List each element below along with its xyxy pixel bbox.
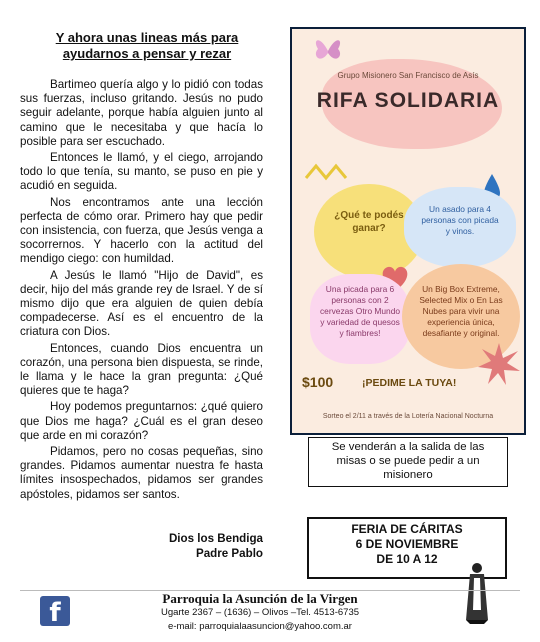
signer-name: Padre Pablo <box>195 547 263 560</box>
parish-name: Parroquia la Asunción de la Virgen <box>162 591 358 606</box>
page-heading <box>22 30 272 62</box>
prize-line: y fiambres! <box>339 328 381 338</box>
paragraph: Hoy podemos preguntarnos: ¿qué quiero que Dios me haga? ¿Cuál es el gran deseo que arde en mi corazón? <box>20 400 263 442</box>
sale-line: misas o se puede pedir a un <box>336 455 480 467</box>
prize3-text <box>406 284 516 339</box>
prize-line: Selected Mix o En Las <box>419 295 503 305</box>
paragraph: Entonces, cuando Dios encuentra un corazón, una persona bien dispuesta, se rinde, le llama y le hace la gran pregunta: ¿Qué quieres que te haga? <box>20 341 263 398</box>
ticket-price: $100 <box>302 374 334 390</box>
prize-line: personas con 2 <box>331 295 389 305</box>
prize-line: y variedad de quesos <box>320 317 400 327</box>
reflection-text <box>20 78 263 504</box>
prize-line: Nubes para vivir una <box>422 306 500 316</box>
butterfly-icon <box>310 33 346 69</box>
prize-line: experiencia única, <box>427 317 495 327</box>
star-burst-icon <box>476 341 522 387</box>
paragraph: Bartimeo quería algo y lo pidió con todas sus fuerzas, incluso gritando. Jesús no pudo seguir adelante, porque había alguien junto al camino que le necesitaba y que hacía lo posible para ser escuchado. <box>20 78 263 148</box>
prize-line: Un asado para 4 <box>429 204 491 214</box>
zigzag-icon <box>304 162 348 182</box>
sale-line: Se venderán a la salida de las <box>331 441 485 453</box>
prize-line: Una picada para 6 <box>325 284 395 294</box>
prize-line: personas con picada <box>421 215 499 225</box>
virgin-figure-icon <box>462 560 492 624</box>
sale-note <box>308 437 508 487</box>
paragraph: A Jesús le llamó "Hijo de David", es decir, hijo del más grande rey de Israel. Y de sí mismo dijo que era alguien de quien debía compadecerse. Así es el encuentro de la criatura con Dios. <box>20 268 263 339</box>
raffle-title: RIFA SOLIDARIA <box>316 89 500 112</box>
prize2-text <box>310 284 410 339</box>
draw-date: Sorteo el 2/11 a través de la Lotería Nacional Nocturna <box>322 413 494 420</box>
signature <box>120 531 263 561</box>
feria-title: FERIA DE CÁRITAS <box>351 522 463 536</box>
poster-group-name: Grupo Misionero San Francisco de Asís <box>337 71 479 80</box>
facebook-icon[interactable]: f <box>40 596 70 626</box>
heading-line-2: ayudarnos a pensar y rezar <box>62 46 232 61</box>
prize1-text <box>410 204 510 237</box>
prize-line: cervezas Otro Mundo <box>319 306 401 316</box>
feria-date: 6 DE NOVIEMBRE <box>355 537 459 551</box>
prize-line: y vinos. <box>445 226 475 236</box>
sale-line: misionero <box>383 469 433 481</box>
paragraph: Pidamos, pero no cosas pequeñas, sino grandes. Pidamos aumentar nuestra fe hasta límites insospechados, pidamos ser grandes apóstoles, pidamos ser santos. <box>20 445 263 501</box>
feria-time: DE 10 A 12 <box>376 552 438 566</box>
paragraph: Nos encontramos ante una lección perfecta de cómo orar. Primero hay que pedir con insistencia, con fuerza, que Jesús venga a socorrernos. Y hacerlo con la actitud del mendigo ciego: con humildad. <box>20 195 263 266</box>
question-line: ganar? <box>352 223 386 234</box>
paragraph: Entonces le llamó, y el ciego, arrojando todo lo que tenía, su manto, se puso en pie y acudió en seguida. <box>20 151 263 193</box>
blessing-line: Dios los Bendiga <box>168 532 263 545</box>
raffle-cta: ¡PEDIME LA TUYA! <box>362 377 457 389</box>
prize-line: desafiante y original. <box>422 328 500 338</box>
prize-line: Un Big Box Extreme, <box>422 284 500 294</box>
heading-line-1: Y ahora unas lineas más para <box>55 30 239 45</box>
parish-email[interactable]: e-mail: parroquialaasuncion@yahoo.com.ar <box>168 621 352 632</box>
raffle-poster <box>290 27 526 435</box>
parish-address: Ugarte 2367 – (1636) – Olivos –Tel. 4513-6735 <box>160 607 360 618</box>
question-line: ¿Qué te podés <box>334 210 404 221</box>
